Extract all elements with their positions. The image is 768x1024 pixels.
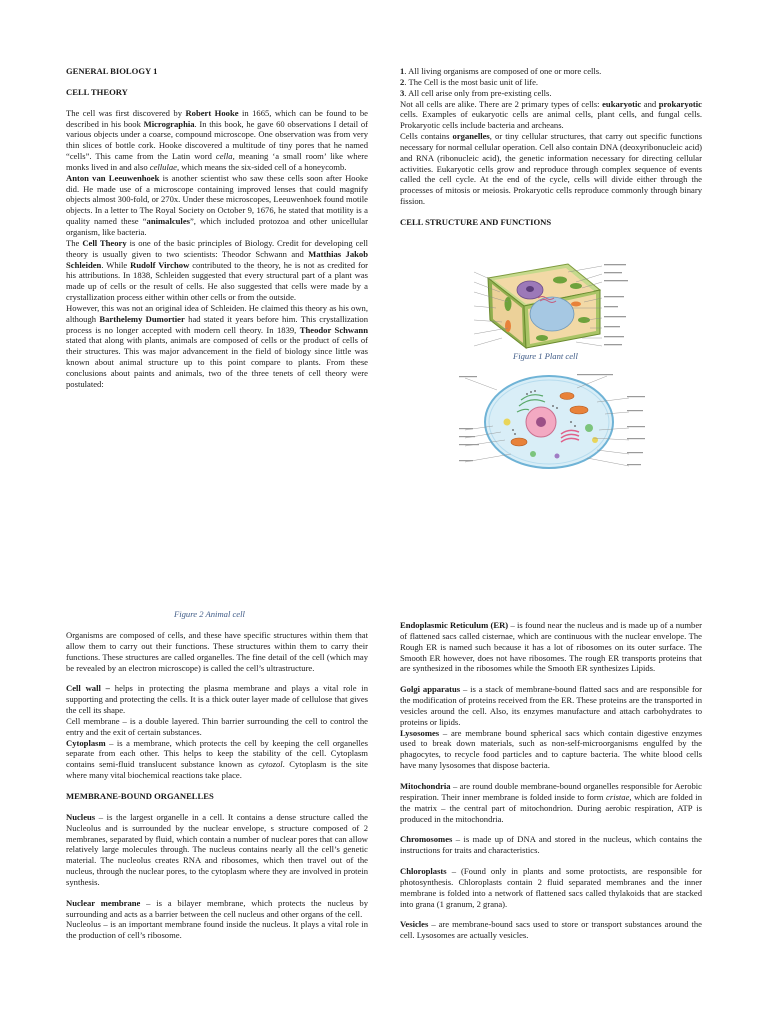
text-run: Nuclear membrane [66,897,141,908]
text-run: – are round double membrane-bound organelles responsible for Aerobic respiration. Their inner membrane is folded inside to form [400,780,702,802]
tenet-1 [400,66,702,77]
text-run: Endoplasmic Reticulum (ER) [400,620,509,630]
text-run: . All living organisms are composed of one or more cells. [404,66,602,76]
paragraph-organisms-intro [66,630,368,673]
paragraph-leeuwenhoek [66,173,368,238]
text-run: animalcules [146,216,190,227]
tenet-2 [400,77,702,88]
text-run: which means the six-sided cell of a honeycomb. [179,161,347,172]
paragraph-golgi [400,684,702,727]
text-run: and [641,98,659,109]
text-run: – is a membrane, which protects the cell by keeping the cell organelles separate from each other. This helps to keep the stability of the cell. Cytoplasm contains semi-fluid translucent substance known as [66,737,368,770]
course-title: GENERAL BIOLOGY 1 [66,66,158,76]
left-column-bottom [66,630,368,941]
paragraph-mitochondria [400,781,702,824]
paragraph-endoplasmic-reticulum [400,620,702,674]
text-run: – are membrane-bound sacs used to store or transport substances around the cell. Lysosomes are actually vesicles. [400,919,702,941]
paragraph-nucleus [66,812,368,888]
paragraph-cell-types [400,99,702,132]
paragraph-cytoplasm [66,738,368,781]
paragraph-cell-wall [66,683,368,716]
text-run: . While [101,259,131,270]
tenet-3 [400,88,702,99]
paragraph-vesicles [400,919,702,941]
text-run: The cell was first discovered by [66,107,186,118]
text-run: meaning ‘a small room’ like where monks lived in and also [66,151,368,172]
text-run: Mitochondria [400,780,451,791]
text-run: The [66,237,83,248]
text-run: Nucleolus – is an important membrane found inside the nucleus. It plays a vital role in the production of cell’s ribosome. [66,919,368,941]
text-run: – is a bilayer membrane, which protects the nucleus by surrounding and acts as a barrier between the cell nucleus and other organs of the cell. [66,897,368,919]
section-heading-cell-theory: CELL THEORY [66,86,128,97]
text-run: Anton van Leeuwenhoek [66,172,160,183]
text-run: in 1665, which can be found to be described in his book [66,107,368,129]
text-run: is one of the basic principles of Biology. Credit for developing cell theory is usually given to two scientists: Theodor Schwann and [66,237,368,259]
paragraph-nucleolus [66,919,368,941]
text-run: Cells contains [400,131,453,142]
text-run: cella, [215,151,235,162]
animal-cell-illustration-icon [457,370,647,472]
text-run: – is made up of DNA and stored in the nucleus, which contains the instructions for traits and characteristics. [400,834,702,856]
section-heading-cell-structure: CELL STRUCTURE AND FUNCTIONS [400,216,552,227]
text-run: – (Found only in plants and some protoctists, are responsible for photosynthesis. Chloroplasts contain 2 fluid separated membranes and the inner membrane is folded into a network of flattened sacs called thylakoids that are stacked into grana (1 granum, 2 grana). [400,866,702,909]
text-run: Golgi apparatus [400,684,461,695]
text-run: contributed to the theory, he is not as credited for his attributions. In 1838, Schleiden suggested that every structural part of a plant was made up of cells or the result of cells. He also suggested that cells were made by a crystallization process either within other cells or from the outside. [66,259,368,303]
text-run: Organisms are composed of cells, and these have specific structures within them that allow them to carry out their functions. These structures within them to carry their functions. These structures are called organelles. The fine detail of the cell (which may be revealed by an electron microscope) is called the cell’s ultrastructure. [66,630,368,673]
paragraph-hooke [66,108,368,173]
text-run: Cytoplasm [66,737,106,748]
text-run: organelles [452,131,490,142]
text-run: prokaryotic [658,98,702,109]
text-run: Theodor Schwann [299,324,368,335]
text-run: cristae, [606,791,632,802]
paragraph-chromosomes [400,834,702,856]
paragraph-organelles [400,131,702,207]
text-run: – are membrane bound spherical sacs which contain digestive enzymes used to break down materials, such as non-self-microorganisms engulfed by the phagocytes, to recycle food particles and to capture bacteria. The white blood cells have many lysosomes that dispose bacteria. [400,727,702,771]
text-run: Vesicles [400,919,429,930]
text-run: Matthias Jakob Schleiden [66,248,368,270]
text-run: . Cytoplasm is the site where many vital biochemical reactions take place. [66,759,368,781]
paragraph-cell-theory [66,238,368,303]
text-run: – is found near the nucleus and is made up of a number of flattened sacs called cisternae, which are continuous with the nuclear envelope. The Rough ER is named such because it has a lot of ribosomes on its outer surface. The Smooth ER however, does not have ribosomes. The rough ER transports proteins that are synthesized in the ribosomes while the Smooth ER synthesizes Lipids. [400,620,702,674]
paragraph-chloroplasts [400,866,702,909]
text-run: helps in protecting the plasma membrane and plays a vital role in supporting and protecting the cells. It is a thick outer layer made of cellulose that gives the cell its shape. [66,683,368,716]
paragraph-schwann [66,303,368,390]
text-run: cytozol [258,759,283,770]
text-run: had stated it years before him. This crystallization process is no longer accepted with modern cell theory. In 1839, [66,313,368,335]
text-run: eukaryotic [602,98,642,109]
text-run: Cell membrane – is a double layered. Thin barrier surrounding the cell to control the entry and the exit of certain substances. [66,715,368,737]
text-run: Not all cells are alike. There are 2 primary types of cells: [400,98,603,109]
text-run: cellulae, [149,161,180,172]
figure-2-caption: Figure 2 Animal cell [174,609,245,619]
right-column-top [400,66,702,228]
text-run: . In this book, he gave 60 observations I detail of various objects under a coarse, compound microscope. One observation was from very thin slices of bottle cork. Hooke discovered a multitude of tiny pores that he named “cells”. This came from the Latin word [66,118,368,162]
text-run: 3 [400,87,405,98]
right-column-bottom [400,620,702,941]
text-run: Robert Hooke [185,107,239,118]
left-column-top [66,66,368,390]
text-run: . All cell arise only from pre-existing cells. [404,87,552,98]
text-run: Nucleus [66,811,96,822]
paragraph-cell-membrane [66,716,368,738]
text-run: Barthelemy Dumortier [99,313,185,324]
paragraph-lysosomes [400,728,702,771]
text-run: Micrographia [143,118,195,129]
text-run: stated that along with plants, animals are composed of cells or the product of cells of their structures. This was major advancement in the field of biology since little was known about animal structure up to this point compare to plants. From these conclusions about paints and animals, two of the three tenets of cell theory were postulated: [66,335,368,389]
text-run: is another scientist who saw these cells soon after Hooke did. He made use of a microscope containing improved lenses that could magnify objects almost 300-fold, or 270x. Under these microscopes, Leeuwenhoek found motile objects. In a letter to The Royal Society on October 9, 1676, he stated that motility is a quality named these “ [66,172,368,227]
text-run: – is a stack of membrane-bound flatted sacs and are responsible for the modification of proteins received from the ER. These proteins are the transported in vesicles around the cell. Also, its enzymes manufacture and attach carbohydrates to proteins or lipids. [400,684,702,727]
text-run: . The Cell is the most basic unit of life. [404,76,539,87]
text-run: Rudolf Virchow [130,259,190,270]
text-run: 2 [400,76,405,87]
section-heading-membrane-bound: MEMBRANE-BOUND ORGANELLES [66,790,214,801]
paragraph-nuclear-membrane [66,898,368,920]
text-run: , or tiny cellular structures, that carry out specific functions necessary for normal cellular operation. Cell also contain DNA (deoxyribonucleic acid) and RNA (ribonucleic acid), the genetic information necessary for directing cellular activities. Eukaryotic cells grow and reproduce through complex sequence of events called the cell cycle. At the end of the cycle, cells will divide either through the processes of mitosis or meiosis. Prokaryotic cells reproduce commonly through binary fission. [400,131,702,207]
text-run: ”, which included protozoa and other unicellular organism, like bacteria. [66,216,368,237]
text-run: – is the largest organelle in a cell. It contains a dense structure called the Nucleolus and is surrounded by the nuclear envelope, s structure composed of 2 membranes, separated by fluid, which contain a number of nuclear pores that can allow relatively large molecules through. The nucleus contains nearly all the cell’s genetic material. The nucleolus creates RNA and ribosomes, which then travel out of the nucleus, through the nuclear pores, to the cytoplasm where they are involved in protein synthesis. [66,811,368,887]
text-run: 1 [400,66,405,76]
text-run: Chloroplasts [400,866,447,877]
text-run: Cell wall – [66,683,110,694]
figure-1-caption: Figure 1 Plant cell [513,351,578,361]
plant-cell-illustration-icon [472,258,632,353]
text-run: Lysosomes [400,727,440,738]
text-run: However, this was not an original idea of Schleiden. He claimed this theory as his own, although [66,302,368,324]
text-run: cells. Examples of eukaryotic cells are animal cells, plant cells, and fungal cells. Prokaryotic cells include bacteria and archeans. [400,109,702,131]
text-run: Chromosomes [400,834,453,845]
text-run: which are folded in the matrix – the central part of mitochondrion. During aerobic respiration, ATP is produced in the mitochondria. [400,791,702,824]
text-run: Cell Theory [82,237,127,248]
